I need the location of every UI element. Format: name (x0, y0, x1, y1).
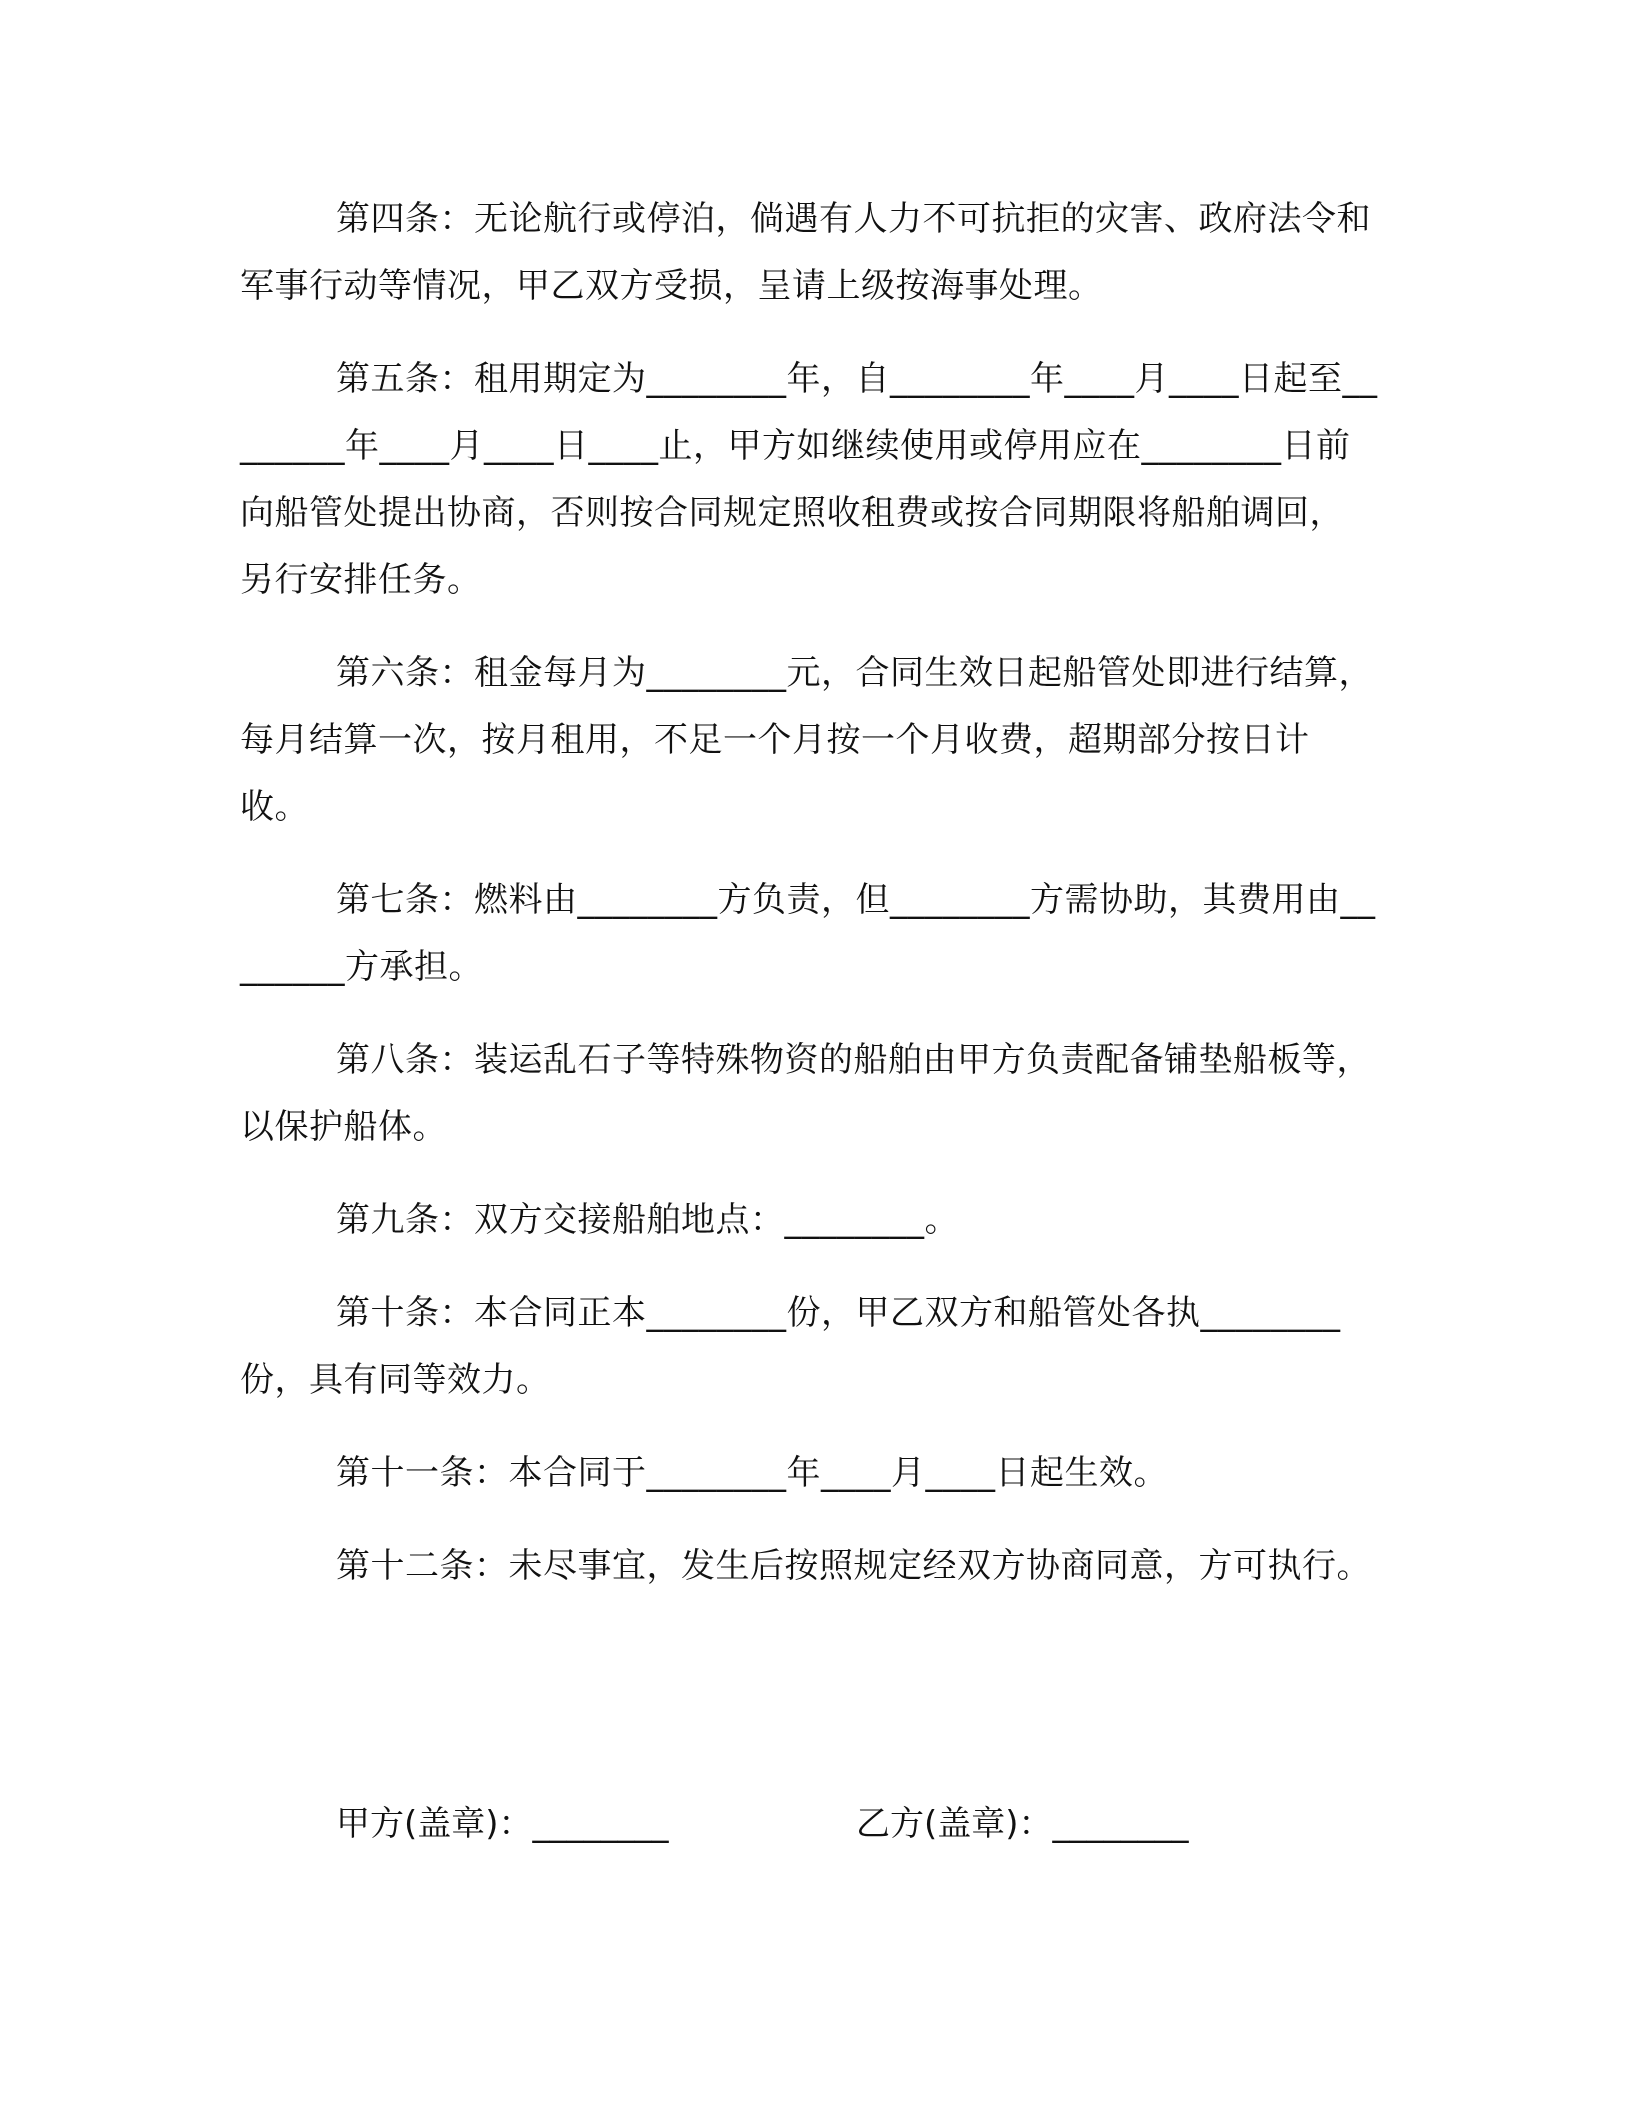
clause-4: 第四条：无论航行或停泊，倘遇有人力不可抗拒的灾害、政府法令和军事行动等情况，甲乙双方受损，呈请上级按海事处理。 (240, 199, 1371, 306)
signature-block (336, 1794, 1336, 1854)
party-b-signature: 乙方(盖章)：________ (856, 1804, 1189, 1844)
clause-9: 第九条：双方交接船舶地点：________。 (336, 1200, 959, 1240)
clause-8: 第八条：装运乱石子等特殊物资的船舶由甲方负责配备铺垫船板等，以保护船体。 (240, 1040, 1371, 1147)
party-a-signature: 甲方(盖章)：________ (336, 1804, 669, 1844)
clause-5: 第五条：租用期定为________年，自________年____月____日起至________年____月____日____止，甲方如继续使用或停用应在________日前向船管处提出协商，否则按合同规定照收租费或按合同期限将船舶调回，另行安排任务。 (240, 359, 1378, 600)
clause-6: 第六条：租金每月为________元，合同生效日起船管处即进行结算，每月结算一次，按月租用，不足一个月按一个月收费，超期部分按日计收。 (240, 653, 1373, 827)
contract-page (240, 186, 1378, 1626)
clause-12: 第十二条：未尽事宜，发生后按照规定经双方协商同意，方可执行。 (336, 1546, 1371, 1586)
clause-10: 第十条：本合同正本________份，甲乙双方和船管处各执________份，具有同等效力。 (240, 1293, 1341, 1400)
clause-11: 第十一条：本合同于________年____月____日起生效。 (336, 1453, 1168, 1493)
clause-7: 第七条：燃料由________方负责，但________方需协助，其费用由________方承担。 (240, 880, 1376, 987)
